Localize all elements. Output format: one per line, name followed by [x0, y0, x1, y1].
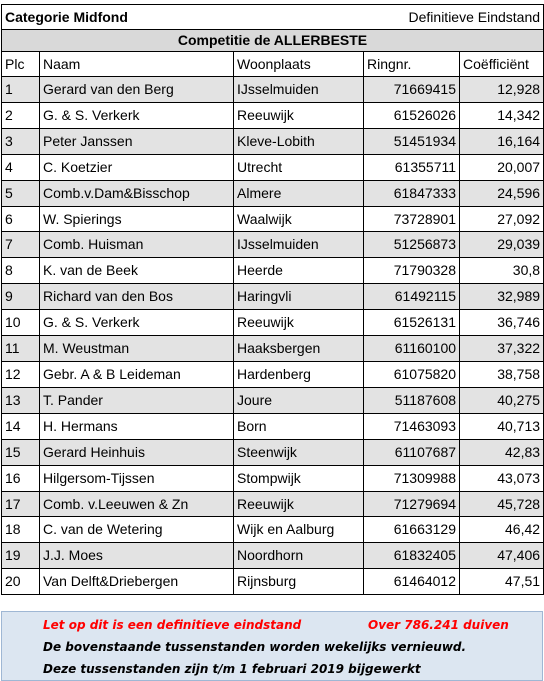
cell-ringnr: 61832405	[364, 543, 460, 569]
cell-woonplaats: Born	[234, 413, 364, 439]
cell-naam: Gerard Heinhuis	[40, 439, 234, 465]
cell-ringnr: 61492115	[364, 284, 460, 310]
cell-ringnr: 61075820	[364, 361, 460, 387]
cell-plc: 4	[2, 154, 40, 180]
cell-plc: 3	[2, 128, 40, 154]
cell-ringnr: 61526131	[364, 310, 460, 336]
table-row	[2, 258, 544, 284]
column-header-row	[2, 52, 544, 77]
cell-coefficient: 40,275	[460, 387, 544, 413]
cell-naam: Peter Janssen	[40, 128, 234, 154]
cell-naam: Comb. v.Leeuwen & Zn	[40, 491, 234, 517]
cell-woonplaats: Wijk en Aalburg	[234, 517, 364, 543]
footer-date-note: Deze tussenstanden zijn t/m 1 februari 2019 bijgewerkt	[43, 662, 421, 676]
table-row	[2, 517, 544, 543]
table-row	[2, 77, 544, 103]
cell-ringnr: 51187608	[364, 387, 460, 413]
column-header-naam: Naam	[40, 52, 234, 77]
cell-woonplaats: Steenwijk	[234, 439, 364, 465]
status-label: Definitieve Eindstand	[234, 5, 544, 30]
top-header-row	[2, 5, 544, 30]
column-header-coefficient: Coëfficiënt	[460, 52, 544, 77]
cell-naam: Van Delft&Driebergen	[40, 569, 234, 595]
cell-naam: G. & S. Verkerk	[40, 310, 234, 336]
cell-naam: G. & S. Verkerk	[40, 102, 234, 128]
cell-woonplaats: Hardenberg	[234, 361, 364, 387]
cell-coefficient: 38,758	[460, 361, 544, 387]
cell-coefficient: 14,342	[460, 102, 544, 128]
cell-naam: C. van de Wetering	[40, 517, 234, 543]
cell-coefficient: 29,039	[460, 232, 544, 258]
table-row	[2, 465, 544, 491]
table-row	[2, 154, 544, 180]
competition-title: Competitie de ALLERBESTE	[2, 30, 544, 52]
table-row	[2, 439, 544, 465]
cell-coefficient: 16,164	[460, 128, 544, 154]
cell-plc: 11	[2, 336, 40, 362]
cell-woonplaats: Haringvli	[234, 284, 364, 310]
cell-plc: 20	[2, 569, 40, 595]
table-row	[2, 387, 544, 413]
cell-naam: Hilgersom-Tijssen	[40, 465, 234, 491]
cell-woonplaats: Reeuwijk	[234, 310, 364, 336]
cell-plc: 13	[2, 387, 40, 413]
cell-naam: K. van de Beek	[40, 258, 234, 284]
cell-naam: Comb.v.Dam&Bisschop	[40, 180, 234, 206]
cell-ringnr: 61526026	[364, 102, 460, 128]
cell-woonplaats: Noordhorn	[234, 543, 364, 569]
column-header-plc: Plc	[2, 52, 40, 77]
cell-coefficient: 47,406	[460, 543, 544, 569]
cell-woonplaats: Reeuwijk	[234, 491, 364, 517]
cell-naam: Gerard van den Berg	[40, 77, 234, 103]
cell-coefficient: 24,596	[460, 180, 544, 206]
standings-table	[1, 4, 544, 595]
table-row	[2, 543, 544, 569]
cell-woonplaats: Reeuwijk	[234, 102, 364, 128]
cell-woonplaats: IJsselmuiden	[234, 232, 364, 258]
cell-woonplaats: IJsselmuiden	[234, 77, 364, 103]
cell-coefficient: 27,092	[460, 206, 544, 232]
cell-ringnr: 61355711	[364, 154, 460, 180]
cell-plc: 15	[2, 439, 40, 465]
column-header-ringnr: Ringnr.	[364, 52, 460, 77]
footer-notes	[1, 611, 543, 681]
cell-woonplaats: Utrecht	[234, 154, 364, 180]
table-row	[2, 232, 544, 258]
cell-ringnr: 61107687	[364, 439, 460, 465]
cell-naam: Gebr. A & B Leideman	[40, 361, 234, 387]
table-row	[2, 284, 544, 310]
cell-naam: Comb. Huisman	[40, 232, 234, 258]
cell-coefficient: 30,8	[460, 258, 544, 284]
footer-notice: Let op dit is een definitieve eindstand	[43, 618, 302, 632]
competition-row	[2, 30, 544, 52]
cell-naam: C. Koetzier	[40, 154, 234, 180]
cell-woonplaats: Heerde	[234, 258, 364, 284]
standings-body	[2, 77, 544, 595]
table-row	[2, 310, 544, 336]
cell-coefficient: 47,51	[460, 569, 544, 595]
cell-plc: 14	[2, 413, 40, 439]
table-row	[2, 336, 544, 362]
cell-woonplaats: Almere	[234, 180, 364, 206]
cell-plc: 18	[2, 517, 40, 543]
cell-coefficient: 45,728	[460, 491, 544, 517]
cell-plc: 5	[2, 180, 40, 206]
table-row	[2, 206, 544, 232]
cell-coefficient: 42,83	[460, 439, 544, 465]
cell-plc: 19	[2, 543, 40, 569]
cell-ringnr: 51256873	[364, 232, 460, 258]
cell-woonplaats: Rijnsburg	[234, 569, 364, 595]
cell-ringnr: 61663129	[364, 517, 460, 543]
cell-coefficient: 12,928	[460, 77, 544, 103]
cell-plc: 9	[2, 284, 40, 310]
table-row	[2, 361, 544, 387]
cell-naam: J.J. Moes	[40, 543, 234, 569]
cell-ringnr: 71309988	[364, 465, 460, 491]
cell-naam: Richard van den Bos	[40, 284, 234, 310]
cell-ringnr: 61847333	[364, 180, 460, 206]
footer-update-note: De bovenstaande tussenstanden worden wekelijks vernieuwd.	[43, 640, 467, 654]
cell-woonplaats: Joure	[234, 387, 364, 413]
cell-plc: 17	[2, 491, 40, 517]
cell-coefficient: 46,42	[460, 517, 544, 543]
cell-plc: 8	[2, 258, 40, 284]
cell-ringnr: 51451934	[364, 128, 460, 154]
cell-ringnr: 71463093	[364, 413, 460, 439]
cell-coefficient: 20,007	[460, 154, 544, 180]
column-header-woonplaats: Woonplaats	[234, 52, 364, 77]
cell-ringnr: 71669415	[364, 77, 460, 103]
cell-woonplaats: Haaksbergen	[234, 336, 364, 362]
cell-coefficient: 43,073	[460, 465, 544, 491]
cell-naam: M. Weustman	[40, 336, 234, 362]
cell-coefficient: 40,713	[460, 413, 544, 439]
cell-coefficient: 37,322	[460, 336, 544, 362]
cell-coefficient: 36,746	[460, 310, 544, 336]
cell-naam: W. Spierings	[40, 206, 234, 232]
cell-plc: 10	[2, 310, 40, 336]
cell-ringnr: 61160100	[364, 336, 460, 362]
table-row	[2, 128, 544, 154]
cell-ringnr: 71279694	[364, 491, 460, 517]
cell-ringnr: 71790328	[364, 258, 460, 284]
cell-plc: 6	[2, 206, 40, 232]
cell-ringnr: 61464012	[364, 569, 460, 595]
cell-woonplaats: Kleve-Lobith	[234, 128, 364, 154]
footer-count: Over 786.241 duiven	[368, 618, 509, 632]
cell-woonplaats: Stompwijk	[234, 465, 364, 491]
cell-plc: 1	[2, 77, 40, 103]
cell-plc: 2	[2, 102, 40, 128]
cell-naam: H. Hermans	[40, 413, 234, 439]
table-row	[2, 102, 544, 128]
cell-plc: 12	[2, 361, 40, 387]
category-title: Categorie Midfond	[2, 5, 234, 30]
table-row	[2, 491, 544, 517]
cell-coefficient: 32,989	[460, 284, 544, 310]
cell-woonplaats: Waalwijk	[234, 206, 364, 232]
cell-naam: T. Pander	[40, 387, 234, 413]
cell-plc: 16	[2, 465, 40, 491]
cell-plc: 7	[2, 232, 40, 258]
table-row	[2, 413, 544, 439]
table-row	[2, 569, 544, 595]
table-row	[2, 180, 544, 206]
cell-ringnr: 73728901	[364, 206, 460, 232]
